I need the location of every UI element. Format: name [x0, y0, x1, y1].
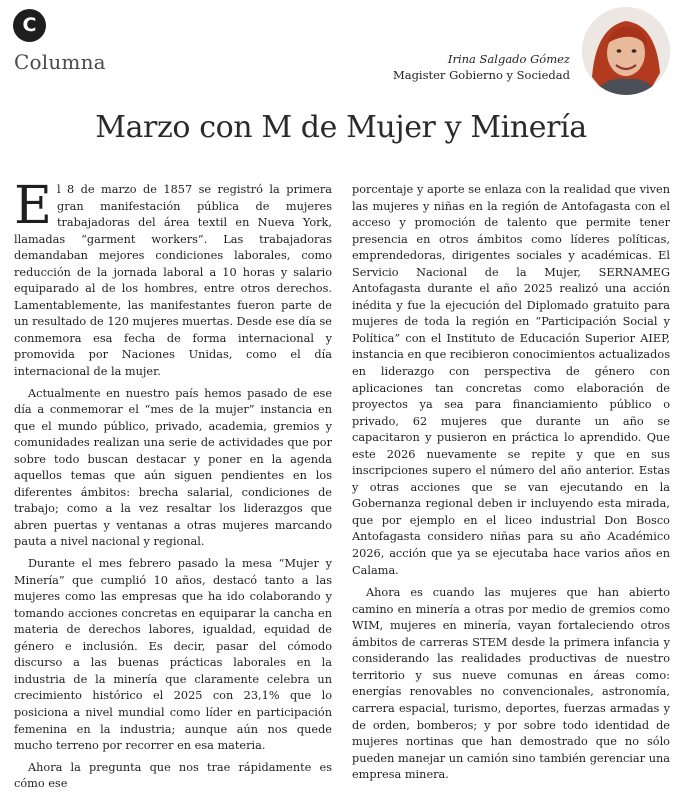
- author-portrait-illustration: [582, 7, 670, 95]
- author-photo: [582, 7, 670, 95]
- article-paragraph: Ahora es cuando las mujeres que han abierto camino en minería a otras por medio de gremios como WIM, mujeres en minería, vayan fortaleciendo otros ámbitos de carreras STEM desde la primera infancia y considerando las realidades productivas de nuestro territorio y sus nueve comunas en áreas como: energías renovables no convencionales, astronomía, carrera espacial, turismo, deportes, fuerzas armadas y de orden, bomberos; y por sobre todo identidad de mujeres nortinas que han demostrado que no sólo pueden manejar un camión sino también gerenciar una empresa minera.: [352, 586, 670, 782]
- article-paragraph: El 8 de marzo de 1857 se registró la primera gran manifestación pública de mujeres trabajadoras del área textil en Nueva York, llamadas “garment workers”. Las trabajadoras demandaban mejores condiciones laborales, como reducción de la jornada laboral a 10 horas y salario equiparado al de los hombres, entre otros derechos. Lamentablemente, las manifestantes fueron parte de un resultado de 120 mujeres muertas. Desde ese día se conmemora esa fecha de forma internacional y promovida por Naciones Unidas, como el día internacional de la mujer.: [14, 176, 332, 379]
- article-paragraph: Ahora la pregunta que nos trae rápidamente es cómo ese: [14, 760, 332, 791]
- author-title: Magister Gobierno y Sociedad: [392, 68, 570, 82]
- drop-cap: E: [14, 176, 52, 236]
- article-column-right: [352, 182, 670, 789]
- column-badge: C: [13, 9, 46, 42]
- author-name: Irina Salgado Gómez: [447, 52, 570, 66]
- article-paragraph: porcentaje y aporte se enlaza con la realidad que viven las mujeres y niñas en la región de Antofagasta con el acceso y promoción de talento que permite tener presencia en otros ámbitos como líderes políticas, emprendedoras, dirigentes sociales y académicas. El Servicio Nacional de la Mujer, SERNAMEG Antofagasta durante el año 2025 realizó una acción inédita y fue la ejecución del Diplomado gratuito para mujeres de toda la región en “Participación Social y Política” con el Instituto de Educación Superior AIEP, instancia en que recibieron conocimientos actualizados en liderazgo con perspectiva de género con aplicaciones tan concretas como elaboración de proyectos ya sea para financiamiento público o privado, 62 mujeres que durante un año se capacitaron y pusieron en práctica lo aprendido. Que este 2026 nuevamente se repite y que en sus inscripciones supero el número del año anterior. Estas y otras acciones que se van ejecutando en la Gobernanza regional deben ir incluyendo esta mirada, que por ejemplo en el liceo industrial Don Bosco Antofagasta considero niñas para su año Académico 2026, acción que ya se ejecutaba hace varios años en Calama.: [352, 183, 670, 577]
- article-paragraph: Durante el mes febrero pasado la mesa “Mujer y Minería” que cumplió 10 años, destacó tanto a las mujeres como las empresas que ha ido colaborando y tomando acciones concretas en equiparar la cancha en materia de derechos labores, igualdad, equidad de género e inclusión. Es decir, pasar del cómodo discurso a las buenas prácticas laborales en la industria de la minería que claramente celebra un crecimiento histórico el 2025 con 23,1% que lo posiciona a nivel mundial como líder en participación femenina en la industria; aunque aún nos quede mucho terreno por recorrer en esa materia.: [14, 557, 332, 753]
- section-label: Columna: [14, 50, 106, 74]
- author-byline: [393, 51, 570, 83]
- article-paragraph: Actualmente en nuestro país hemos pasado de ese día a conmemorar el “mes de la mujer” instancia en que el mundo público, privado, academia, gremios y comunidades realizan una serie de actividades que por sobre todo buscan destacar y poner en la agenda aquellos temas que aún siguen pendientes en los diferentes ámbitos: brecha salarial, condiciones de trabajo; como a la vez resaltar los liderazgos que abren puertas y ventanas a otras mujeres marcando pauta a nivel nacional y regional.: [14, 386, 332, 549]
- article-column-left: [14, 176, 332, 798]
- article-headline: Marzo con M de Mujer y Minería: [95, 110, 587, 145]
